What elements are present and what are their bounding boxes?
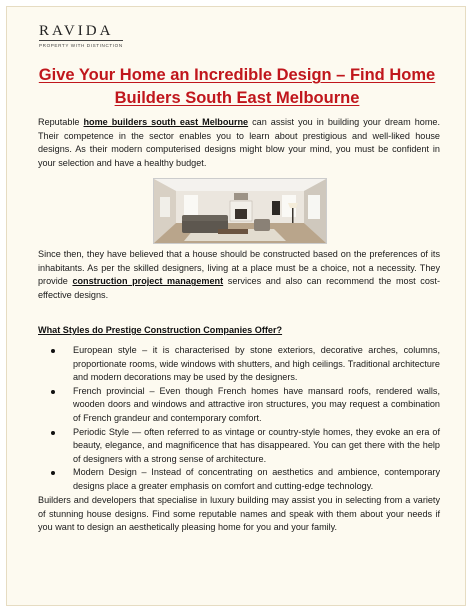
home-builders-link[interactable]: home builders south east Melbourne bbox=[83, 117, 249, 127]
intro-paragraph bbox=[38, 116, 440, 170]
title-line-1: Give Your Home an Incredible Design – Find Home bbox=[38, 66, 436, 84]
ravida-logo bbox=[39, 23, 129, 48]
builders-text-end: services and also can recommend the most cost-effective designs. bbox=[38, 276, 440, 300]
list-item: Modern Design – Instead of concentrating on aesthetics and ambience, contemporary designs place a greater emphasis on comfort and cutting-edge technology. bbox=[38, 466, 440, 493]
logo-wordmark: RAVIDA bbox=[39, 23, 114, 39]
logo-tagline: PROPERTY WITH DISTINCTION bbox=[39, 43, 123, 48]
list-item: European style – it is characterised by stone exteriors, decorative arches, columns, proportionate rooms, wide windows with shutters, and high ceilings. Traditional architecture and modern decorations may be used by the designers. bbox=[38, 344, 440, 385]
logo-rule bbox=[39, 40, 123, 41]
builders-text-start: Since then, they have believed that a house should be constructed based on the preferences of its inhabitants. As per the skilled designers, living at a place must be a choice, not a necessity. They provide bbox=[38, 249, 440, 287]
list-item: French provincial – Even though French homes have mansard roofs, rendered walls, wooden doors and windows and attractive iron structures, you may request a combination of French grandeur and contemporary comfort. bbox=[38, 385, 440, 426]
living-room-photo bbox=[153, 178, 327, 244]
page-title bbox=[7, 64, 467, 110]
document-page bbox=[6, 6, 466, 606]
living-room-image bbox=[154, 179, 326, 243]
list-item: Periodic Style — often referred to as vintage or country-style homes, they evoke an era of beauty, elegance, and magnificence that has disappeared. You can get there with the help of designers with a strong sense of architecture. bbox=[38, 426, 440, 467]
section-heading: What Styles do Prestige Construction Companies Offer? bbox=[38, 325, 283, 335]
styles-list bbox=[38, 344, 440, 494]
builders-paragraph bbox=[38, 248, 440, 302]
intro-text-start: Reputable bbox=[38, 117, 84, 127]
intro-text-end: can assist you in building your dream home. Their competence in the sector enables you to learn about prestigious and well-liked house designs. As their modern computerised designs might blow your mind, you must be confident in your selection and have a healthy budget. bbox=[38, 117, 440, 168]
title-line-2: Builders South East Melbourne bbox=[114, 89, 360, 107]
closing-paragraph: Builders and developers that specialise in luxury building may assist you in selecting from a variety of stunning house designs. Find some reputable names and speak with them about your needs if you want to design an aesthetically pleasing home for you and your family. bbox=[38, 495, 440, 533]
construction-project-management-link[interactable]: construction project management bbox=[72, 276, 224, 287]
